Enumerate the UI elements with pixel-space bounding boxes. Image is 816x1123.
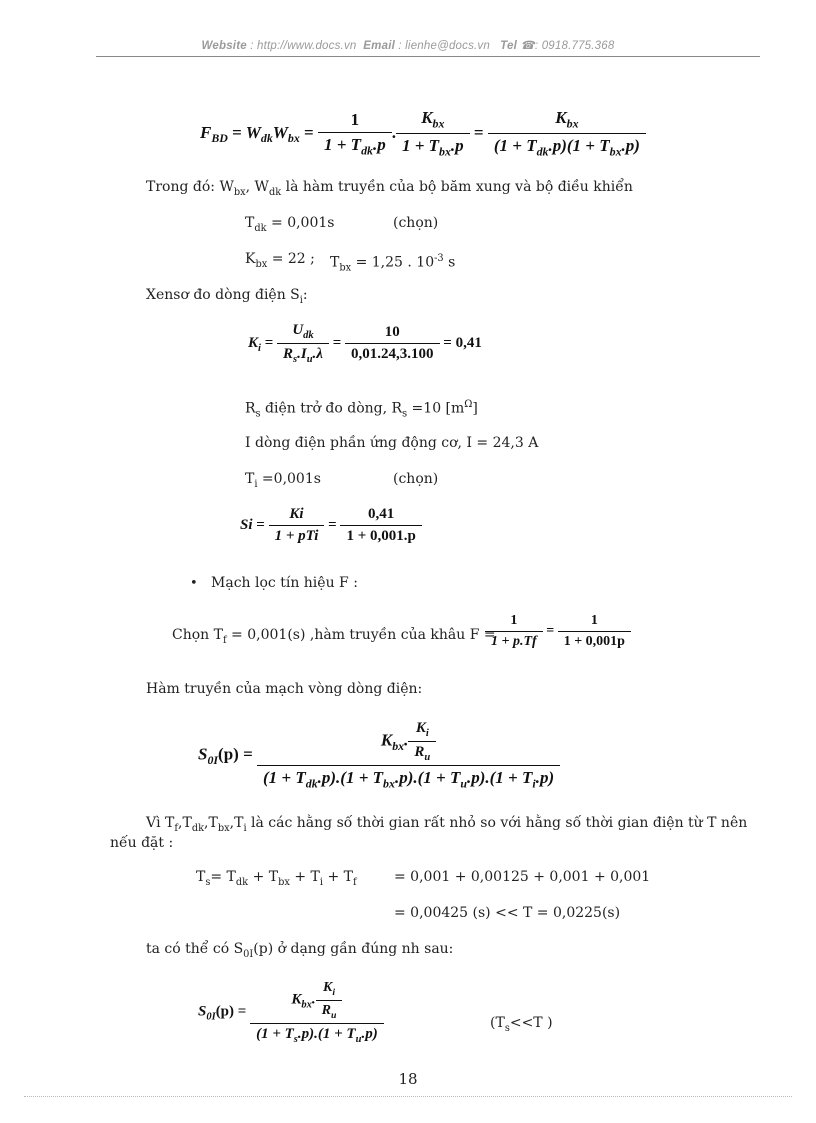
phone-icon: ☎	[520, 40, 535, 52]
equation-s01: $S_{0I}(p)$ = $K_{bx}$. $\frac{K_i}{R_u}$ $(1 + T_{dk}.p).(1 + T_{bx}.p).(1 + T_u.p).(1 + T_i.p)$	[198, 720, 560, 791]
equation-ki: $K_i$ = $\frac{U_{dk}}{R_s.I_u.\lambda}$ = $\frac{10}{0,01.24,3.100}$ = 0,41	[248, 322, 482, 365]
equation-s01-approx: $S_{0I}(p)$ = $K_{bx}$. $\frac{K_i}{R_u}$ $(1 + T_s.p).(1 + T_u.p)$	[198, 980, 384, 1045]
rs-line: $R_s$ điện trở đo dòng, $R_s =10$ $[m^\Omega]$	[245, 399, 478, 420]
ts-value-1: = 0,001 + 0,00125 + 0,001 + 0,001	[394, 869, 651, 885]
page-number: 18	[398, 1070, 418, 1088]
neu-dat-line: nếu đặt :	[110, 835, 174, 851]
header-divider	[96, 56, 760, 57]
page-header	[0, 38, 816, 52]
xenso-line: Xensơ đo dòng điện $S_i$:	[146, 287, 308, 306]
condition-note: ($T_s<<T$ )	[490, 1015, 553, 1034]
ta-co-line: ta có thể có $S_{0I}(p)$ ở dạng gần đúng nh sau:	[146, 941, 454, 960]
mach-loc-item: • Mạch lọc tín hiệu F :	[190, 575, 358, 591]
website-value[interactable]: : http://www.docs.vn	[250, 40, 357, 52]
email-label: Email	[363, 40, 395, 52]
tel-value: : 0918.775.368	[534, 40, 615, 52]
equation-f: $\frac{1}{1 + p.Tf}$ = $\frac{1}{1 + 0,001p}$	[485, 613, 631, 650]
email-value[interactable]: : lienhe@docs.vn	[398, 40, 490, 52]
fraction-1: $\frac{1}{1 + T_{dk}.p}$	[318, 110, 392, 158]
ham-truyen-line: Hàm truyền của mạch vòng dòng điện:	[146, 681, 423, 697]
ts-line: $T_s= T_{dk} + T_{bx} + T_i + T_f$	[196, 869, 357, 888]
tel-label: Tel	[500, 40, 517, 52]
vi-line: Vì $T_f,T_{dk},T_{bx},T_i$ là các hằng số thời gian rất nhỏ so với hằng số thời gian điện từ T nên	[146, 815, 748, 834]
ti-note: (chọn)	[393, 471, 439, 487]
chon-tf-line: Chọn $T_f = 0,001(s)$ ,hàm truyền của khâu F =	[172, 627, 496, 646]
tdk-note: (chọn)	[393, 215, 439, 231]
trong-do-line: Trong đó: $W_{bx}$, $W_{dk}$ là hàm truyền của bộ băm xung và bộ điều khiển	[146, 179, 633, 198]
tdk-line: $T_{dk} = 0,001s$	[245, 215, 335, 234]
website-label: Website	[201, 40, 247, 52]
ts-value-2: = 0,00425 (s) << T = 0,0225(s)	[394, 905, 621, 921]
kbx-line: $K_{bx} = 22$ ;	[245, 251, 315, 270]
fraction-2: $\frac{K_{bx}}{1 + T_{bx}.p}$	[396, 108, 470, 160]
equation-si: Si = $\frac{Ki}{\text{1 + pTi}}$ = $\frac{0,41}{1 + 0,001.p}$	[240, 506, 422, 545]
ti-line: $T_i =0,001s$	[245, 471, 321, 490]
fraction-3: $\frac{K_{bx}}{(1 + T_{dk}.p)(1 + T_{bx}.p)}$	[488, 108, 646, 160]
tbx-line: $T_{bx} = 1,25$ . $10^{-3}$ s	[330, 253, 456, 274]
equation-fbd: $F_{BD} = W_{dk}W_{bx}$ = $\frac{1}{1 + T_{dk}.p}$ . $\frac{K_{bx}}{1 + T_{bx}.p}$ = $\frac{K_{bx}}{(1 + T_{dk}.p)(1 + T_{bx}.p)}$	[200, 108, 646, 160]
footer-divider	[24, 1096, 792, 1097]
i-line: I dòng điện phần ứng động cơ, I = 24,3 A	[245, 435, 539, 451]
omega-symbol: Ω	[464, 399, 473, 410]
bullet-icon: •	[190, 576, 198, 591]
